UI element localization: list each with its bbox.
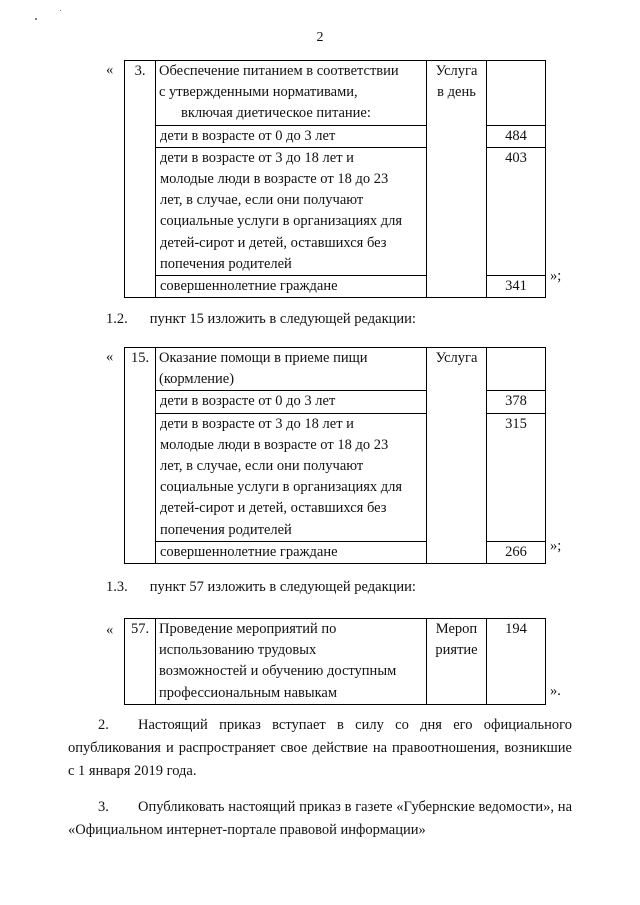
table2-unit: Услуга [427,348,487,391]
table3-item-number: 57. [125,619,156,705]
page-number: 2 [316,30,324,45]
table1-row-label: дети в возрасте от 3 до 18 лет и молодые люди в возрасте от 18 до 23 лет, в случае, если они получают социальные услуги в организациях для детей-сирот и детей, оставшихся без попечения родителей [156,147,427,275]
table1-row-value: 341 [487,276,546,298]
table1-unit: Услуга в день [427,61,487,126]
paragraph-2: 2. Настоящий приказ вступает в силу со дня его официального опубликования и распространяет свое действие на правоотношения, возникшие с 1 января 2019 года. [68,717,572,779]
item-1-2: 1.2. пункт 15 изложить в следующей редакции: [106,311,416,327]
table2-row-value: 266 [487,541,546,563]
table3-title: Проведение мероприятий по использованию трудовых возможностей и обучению доступным профессиональным навыкам [156,619,427,705]
table1-title: Обеспечение питанием в соответствии с утвержденными нормативами, включая диетическое питание: [156,61,427,126]
table1-header-row [125,61,546,126]
table2-item-number: 15. [125,348,156,564]
table1-row-label: дети в возрасте от 0 до 3 лет [156,125,427,147]
table2-row-label: дети в возрасте от 0 до 3 лет [156,391,427,413]
table2-row-label: дети в возрасте от 3 до 18 лет и молодые люди в возрасте от 18 до 23 лет, в случае, если они получают социальные услуги в организациях для детей-сирот и детей, оставшихся без попечения родителей [156,413,427,541]
table3-unit: Мероп риятие [427,619,487,705]
table2-row [125,391,546,413]
table2-header-value [487,348,546,391]
table3-value: 194 [487,619,546,705]
table3-row [125,619,546,705]
table1-header-value [487,61,546,126]
table2-row-label: совершеннолетние граждане [156,541,427,563]
scan-speck [60,10,61,11]
table1-row-value: 403 [487,147,546,275]
table2-open-quote: « [106,349,114,365]
table2-header-row [125,348,546,391]
table1-row-label: совершеннолетние граждане [156,276,427,298]
table3-open-quote: « [106,622,114,638]
table1-row [125,147,546,275]
table2-row [125,413,546,541]
table1 [124,60,546,298]
table1-row [125,276,546,298]
scan-speck [35,18,37,20]
table2 [124,347,546,564]
table2-row-value: 315 [487,413,546,541]
table2-row [125,541,546,563]
table2-row-value: 378 [487,391,546,413]
table1-item-number: 3. [125,61,156,298]
table3 [124,618,546,705]
table1-open-quote: « [106,62,114,78]
table2-close-quote: »; [550,538,562,554]
table1-close-quote: »; [550,268,562,284]
table1-row-value: 484 [487,125,546,147]
table3-close-quote: ». [550,683,561,699]
item-1-3: 1.3. пункт 57 изложить в следующей редакции: [106,579,416,595]
paragraph-3: 3. Опубликовать настоящий приказ в газете «Губернские ведомости», на «Официальном интернет-портале правовой информации» [68,799,572,838]
table2-title: Оказание помощи в приеме пищи (кормление) [156,348,427,391]
table1-row [125,125,546,147]
